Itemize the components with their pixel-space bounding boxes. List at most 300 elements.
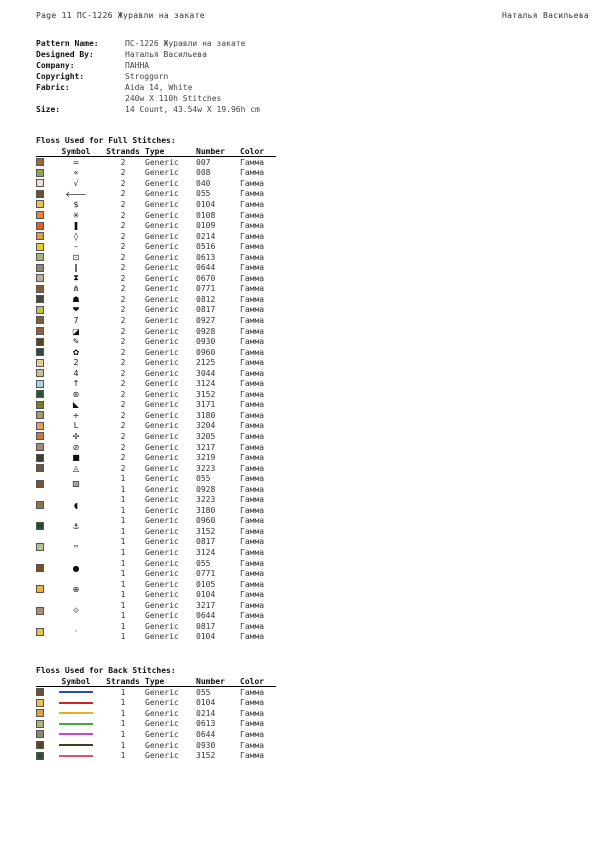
table-row	[36, 231, 276, 242]
table-row	[36, 600, 276, 611]
table-row	[36, 558, 276, 569]
color-name-cell: Гамма	[240, 252, 265, 262]
color-name-cell: Гамма	[240, 231, 265, 241]
strands-cell: 2	[120, 284, 126, 294]
strands-cell: 2	[120, 431, 126, 441]
backstitch-line-cell	[51, 698, 101, 709]
table-row	[36, 252, 276, 263]
swatch-cell	[36, 600, 51, 621]
table-row	[36, 421, 276, 432]
number-cell: 055	[196, 189, 211, 199]
table-header-row	[36, 146, 276, 157]
color-name-cell: Гамма	[240, 189, 265, 199]
column-header-type: Type	[145, 676, 196, 687]
backstitch-line	[59, 755, 93, 757]
color-swatch	[36, 564, 44, 572]
color-name-cell: Гамма	[240, 442, 265, 452]
color-swatch	[36, 306, 44, 314]
swatch-cell	[36, 452, 51, 463]
type-cell: Generic	[145, 337, 179, 347]
color-swatch	[36, 243, 44, 251]
type-cell: Generic	[145, 294, 179, 304]
number-cell: 3219	[196, 453, 216, 463]
color-swatch	[36, 190, 44, 198]
swatch-cell	[36, 368, 51, 379]
strands-cell: 2	[120, 168, 126, 178]
swatch-cell	[36, 400, 51, 411]
stitch-symbol: 4	[73, 368, 79, 378]
strands-cell: 1	[120, 579, 126, 589]
type-cell: Generic	[145, 687, 179, 697]
table-row	[36, 189, 276, 200]
stitch-symbol: ⊕	[72, 584, 80, 594]
swatch-cell	[36, 389, 51, 400]
table-row	[36, 347, 276, 358]
meta-value: 14 Count, 43.54w X 19.96h cm	[125, 105, 260, 114]
type-cell: Generic	[145, 189, 179, 199]
color-swatch	[36, 401, 44, 409]
color-swatch	[36, 327, 44, 335]
table-row	[36, 687, 276, 698]
pattern-info	[36, 38, 260, 115]
number-cell: 0108	[196, 210, 216, 220]
swatch-cell	[36, 326, 51, 337]
type-cell: Generic	[145, 484, 179, 494]
table-row	[36, 400, 276, 411]
strands-cell: 1	[120, 548, 126, 557]
color-name-cell: Гамма	[240, 526, 265, 536]
color-name-cell: Гамма	[240, 358, 265, 368]
color-swatch	[36, 211, 44, 219]
meta-value: ПС-1226 Журавли на закате	[125, 39, 246, 48]
strands-cell: 2	[120, 273, 126, 283]
strands-cell: 2	[120, 347, 126, 357]
color-name-cell: Гамма	[240, 558, 265, 568]
type-cell: Generic	[145, 400, 179, 410]
type-cell: Generic	[145, 611, 179, 621]
type-cell: Generic	[145, 263, 179, 273]
number-cell: 0644	[196, 263, 216, 273]
color-name-cell: Гамма	[240, 326, 265, 336]
table-row	[36, 431, 276, 442]
type-cell: Generic	[145, 347, 179, 357]
number-cell: 0644	[196, 611, 216, 621]
color-swatch	[36, 522, 44, 530]
number-cell: 0214	[196, 231, 216, 241]
stitch-symbol: L	[73, 421, 79, 431]
number-cell: 0644	[196, 729, 216, 739]
strands-cell: 2	[120, 305, 126, 315]
color-name-cell: Гамма	[240, 315, 265, 325]
type-cell: Generic	[145, 210, 179, 220]
swatch-cell	[36, 495, 51, 516]
type-cell: Generic	[145, 368, 179, 378]
type-cell: Generic	[145, 305, 179, 315]
table-row	[36, 210, 276, 221]
strands-cell: 1	[120, 505, 126, 515]
number-cell: 055	[196, 558, 211, 568]
meta-row	[36, 49, 260, 60]
swatch-cell	[36, 463, 51, 474]
column-header-color: Color	[240, 676, 276, 687]
type-cell: Generic	[145, 526, 179, 536]
backstitch-line	[59, 723, 93, 725]
color-name-cell: Гамма	[240, 729, 265, 739]
strands-cell: 2	[120, 389, 126, 399]
strands-cell: 1	[120, 516, 126, 526]
swatch-cell	[36, 157, 51, 168]
strands-cell: 2	[120, 463, 126, 473]
stitch-symbol: ✣	[72, 431, 80, 441]
color-name-cell: Гамма	[240, 687, 265, 697]
color-name-cell: Гамма	[240, 210, 265, 220]
number-cell: 0214	[196, 708, 216, 718]
swatch-cell	[36, 410, 51, 421]
swatch-cell	[36, 336, 51, 347]
type-cell: Generic	[145, 708, 179, 718]
color-swatch	[36, 607, 44, 615]
column-header-symbol: Symbol	[51, 146, 101, 157]
number-cell: 0613	[196, 719, 216, 729]
color-name-cell: Гамма	[240, 242, 265, 252]
swatch-cell	[36, 347, 51, 358]
number-cell: 3044	[196, 368, 216, 378]
number-cell: 3124	[196, 548, 216, 557]
table-row	[36, 708, 276, 719]
number-cell: 0104	[196, 632, 216, 642]
strands-cell: 2	[120, 358, 126, 368]
number-cell: 0670	[196, 273, 216, 283]
stitch-symbol: ◪	[72, 326, 80, 336]
number-cell: 0104	[196, 590, 216, 600]
stitch-symbol: $	[73, 199, 79, 209]
stitch-symbol: ⧗	[73, 273, 79, 283]
color-swatch	[36, 316, 44, 324]
color-name-cell: Гамма	[240, 157, 265, 167]
stitch-symbol: √	[73, 178, 79, 188]
stitch-symbol: ⊘	[72, 442, 80, 452]
meta-key: Pattern Name:	[36, 39, 99, 48]
meta-value: 240w X 110h Stitches	[125, 94, 222, 103]
strands-cell: 1	[120, 740, 126, 750]
table-row	[36, 750, 276, 761]
swatch-cell	[36, 210, 51, 221]
type-cell: Generic	[145, 358, 179, 368]
number-cell: 0930	[196, 337, 216, 347]
strands-cell: 2	[120, 421, 126, 431]
meta-value: Наталья Васильева	[125, 50, 207, 59]
number-cell: 0817	[196, 537, 216, 547]
number-cell: 0928	[196, 484, 216, 494]
color-swatch	[36, 730, 44, 738]
number-cell: 040	[196, 178, 211, 188]
color-swatch	[36, 422, 44, 430]
color-name-cell: Гамма	[240, 751, 265, 761]
type-cell: Generic	[145, 315, 179, 325]
stitch-symbol: ⋔	[72, 284, 80, 294]
table-row	[36, 410, 276, 421]
strands-cell: 2	[120, 199, 126, 209]
number-cell: 3124	[196, 379, 216, 389]
strands-cell: 2	[120, 326, 126, 336]
type-cell: Generic	[145, 242, 179, 252]
color-name-cell: Гамма	[240, 379, 265, 389]
strands-cell: 1	[120, 537, 126, 547]
swatch-cell	[36, 199, 51, 210]
number-cell: 0613	[196, 252, 216, 262]
color-swatch	[36, 158, 44, 166]
strands-cell: 1	[120, 751, 126, 761]
color-name-cell: Гамма	[240, 263, 265, 273]
column-header-symbol: Symbol	[51, 676, 101, 687]
strands-cell: 2	[120, 252, 126, 262]
strands-cell: 2	[120, 210, 126, 220]
type-cell: Generic	[145, 157, 179, 167]
backstitch-line-cell	[51, 740, 101, 751]
table-row	[36, 463, 276, 474]
meta-row	[36, 38, 260, 49]
number-cell: 0927	[196, 315, 216, 325]
meta-key: Size:	[36, 105, 61, 114]
meta-key: Designed By:	[36, 50, 94, 59]
meta-value: Stroggorn	[125, 72, 169, 81]
strands-cell: 1	[120, 495, 126, 505]
swatch-cell	[36, 729, 51, 740]
strands-cell: 2	[120, 157, 126, 167]
color-name-cell: Гамма	[240, 495, 265, 505]
stitch-symbol: ⚓	[72, 521, 80, 531]
strands-cell: 1	[120, 526, 126, 536]
color-swatch	[36, 411, 44, 419]
type-cell: Generic	[145, 569, 179, 579]
strands-cell: 1	[120, 632, 126, 642]
strands-cell: 2	[120, 242, 126, 252]
stitch-symbol: –	[74, 242, 78, 252]
table-row	[36, 729, 276, 740]
type-cell: Generic	[145, 252, 179, 262]
strands-cell: 1	[120, 590, 126, 600]
type-cell: Generic	[145, 168, 179, 178]
swatch-cell	[36, 220, 51, 231]
strands-cell: 2	[120, 294, 126, 304]
table-row	[36, 262, 276, 273]
type-cell: Generic	[145, 231, 179, 241]
table-row	[36, 357, 276, 368]
type-cell: Generic	[145, 474, 179, 484]
type-cell: Generic	[145, 284, 179, 294]
strands-cell: 1	[120, 474, 126, 484]
strands-cell: 1	[120, 698, 126, 708]
table-row	[36, 305, 276, 316]
color-swatch	[36, 501, 44, 509]
table-row	[36, 220, 276, 231]
color-swatch	[36, 432, 44, 440]
page-header-author: Наталья Васильева	[502, 11, 589, 20]
swatch-cell	[36, 579, 51, 600]
color-name-cell: Гамма	[240, 474, 265, 484]
column-header-number: Number	[196, 676, 240, 687]
number-cell: 055	[196, 687, 211, 697]
type-cell: Generic	[145, 558, 179, 568]
full-stitches-title: Floss Used for Full Stitches:	[36, 136, 176, 145]
swatch-cell	[36, 241, 51, 252]
color-swatch	[36, 720, 44, 728]
stitch-symbol: ᵐ	[73, 542, 79, 552]
color-name-cell: Гамма	[240, 221, 265, 231]
number-cell: 3223	[196, 495, 216, 505]
number-cell: 0105	[196, 579, 216, 589]
color-name-cell: Гамма	[240, 431, 265, 441]
color-name-cell: Гамма	[240, 740, 265, 750]
color-name-cell: Гамма	[240, 505, 265, 515]
swatch-cell	[36, 719, 51, 730]
color-name-cell: Гамма	[240, 537, 265, 547]
number-cell: 0812	[196, 294, 216, 304]
table-row	[36, 719, 276, 730]
type-cell: Generic	[145, 421, 179, 431]
color-swatch	[36, 380, 44, 388]
number-cell: 0960	[196, 347, 216, 357]
table-row	[36, 579, 276, 590]
meta-row	[36, 93, 260, 104]
number-cell: 008	[196, 168, 211, 178]
swatch-cell	[36, 537, 51, 558]
type-cell: Generic	[145, 442, 179, 452]
number-cell: 3152	[196, 526, 216, 536]
color-name-cell: Гамма	[240, 400, 265, 410]
table-row	[36, 368, 276, 379]
swatch-cell	[36, 750, 51, 761]
swatch-cell	[36, 294, 51, 305]
stitch-symbol: =	[72, 157, 80, 167]
type-cell: Generic	[145, 178, 179, 188]
swatch-cell	[36, 378, 51, 389]
stitch-symbol: ✳	[72, 210, 80, 220]
meta-value: Aida 14, White	[125, 83, 193, 92]
table-row	[36, 740, 276, 751]
stitch-symbol: ·	[74, 627, 78, 637]
meta-row	[36, 71, 260, 82]
color-swatch	[36, 688, 44, 696]
table-row	[36, 378, 276, 389]
number-cell: 007	[196, 157, 211, 167]
strands-cell: 1	[120, 558, 126, 568]
stitch-symbol: ◬	[72, 463, 80, 473]
column-header-type: Type	[145, 146, 196, 157]
color-name-cell: Гамма	[240, 463, 265, 473]
number-cell: 0516	[196, 242, 216, 252]
number-cell: 0817	[196, 305, 216, 315]
strands-cell: 1	[120, 611, 126, 621]
type-cell: Generic	[145, 221, 179, 231]
swatch-cell	[36, 421, 51, 432]
type-cell: Generic	[145, 431, 179, 441]
number-cell: 3180	[196, 505, 216, 515]
color-swatch	[36, 222, 44, 230]
color-swatch	[36, 359, 44, 367]
strands-cell: 2	[120, 263, 126, 273]
color-name-cell: Гамма	[240, 569, 265, 579]
number-cell: 2125	[196, 358, 216, 368]
swatch-cell	[36, 315, 51, 326]
stitch-symbol: ◣	[72, 400, 80, 410]
color-swatch	[36, 454, 44, 462]
color-name-cell: Гамма	[240, 168, 265, 178]
meta-key	[36, 93, 125, 104]
color-swatch	[36, 295, 44, 303]
column-header-color: Color	[240, 146, 276, 157]
table-row	[36, 326, 276, 337]
table-row	[36, 315, 276, 326]
meta-key: Company:	[36, 61, 75, 70]
table-row	[36, 157, 276, 168]
swatch-cell	[36, 687, 51, 698]
color-swatch	[36, 285, 44, 293]
color-name-cell: Гамма	[240, 421, 265, 431]
number-cell: 3152	[196, 751, 216, 761]
strands-cell: 2	[120, 400, 126, 410]
type-cell: Generic	[145, 548, 179, 557]
number-cell: 0928	[196, 326, 216, 336]
table-row	[36, 241, 276, 252]
number-cell: 0960	[196, 516, 216, 526]
table-row	[36, 537, 276, 548]
table-row	[36, 389, 276, 400]
column-header-number: Number	[196, 146, 240, 157]
color-name-cell: Гамма	[240, 632, 265, 642]
meta-key: Copyright:	[36, 72, 85, 81]
color-swatch	[36, 699, 44, 707]
strands-cell: 2	[120, 189, 126, 199]
strands-cell: 1	[120, 569, 126, 579]
color-swatch	[36, 752, 44, 760]
strands-cell: 1	[120, 708, 126, 718]
stitch-symbol: ☗	[72, 294, 80, 304]
color-name-cell: Гамма	[240, 347, 265, 357]
color-swatch	[36, 369, 44, 377]
color-name-cell: Гамма	[240, 337, 265, 347]
table-row	[36, 621, 276, 632]
number-cell: 0771	[196, 284, 216, 294]
strands-cell: 2	[120, 178, 126, 188]
stitch-symbol: ✎	[72, 337, 80, 347]
type-cell: Generic	[145, 326, 179, 336]
stitch-symbol: ❤	[72, 305, 80, 315]
back-stitches-title: Floss Used for Back Stitches:	[36, 666, 176, 675]
backstitch-line-cell	[51, 750, 101, 761]
type-cell: Generic	[145, 495, 179, 505]
meta-row	[36, 60, 260, 71]
color-name-cell: Гамма	[240, 453, 265, 463]
table-row	[36, 473, 276, 484]
color-name-cell: Гамма	[240, 698, 265, 708]
stitch-symbol: ■	[72, 453, 80, 463]
table-row	[36, 442, 276, 453]
type-cell: Generic	[145, 719, 179, 729]
stitch-symbol: ⊡	[72, 252, 80, 262]
color-swatch	[36, 628, 44, 636]
type-cell: Generic	[145, 516, 179, 526]
meta-value: ПАННА	[125, 61, 150, 70]
type-cell: Generic	[145, 729, 179, 739]
swatch-cell	[36, 273, 51, 284]
swatch-cell	[36, 168, 51, 179]
type-cell: Generic	[145, 740, 179, 750]
stitch-symbol: 🡐	[65, 189, 87, 199]
swatch-cell	[36, 708, 51, 719]
color-name-cell: Гамма	[240, 611, 265, 621]
color-swatch	[36, 274, 44, 282]
